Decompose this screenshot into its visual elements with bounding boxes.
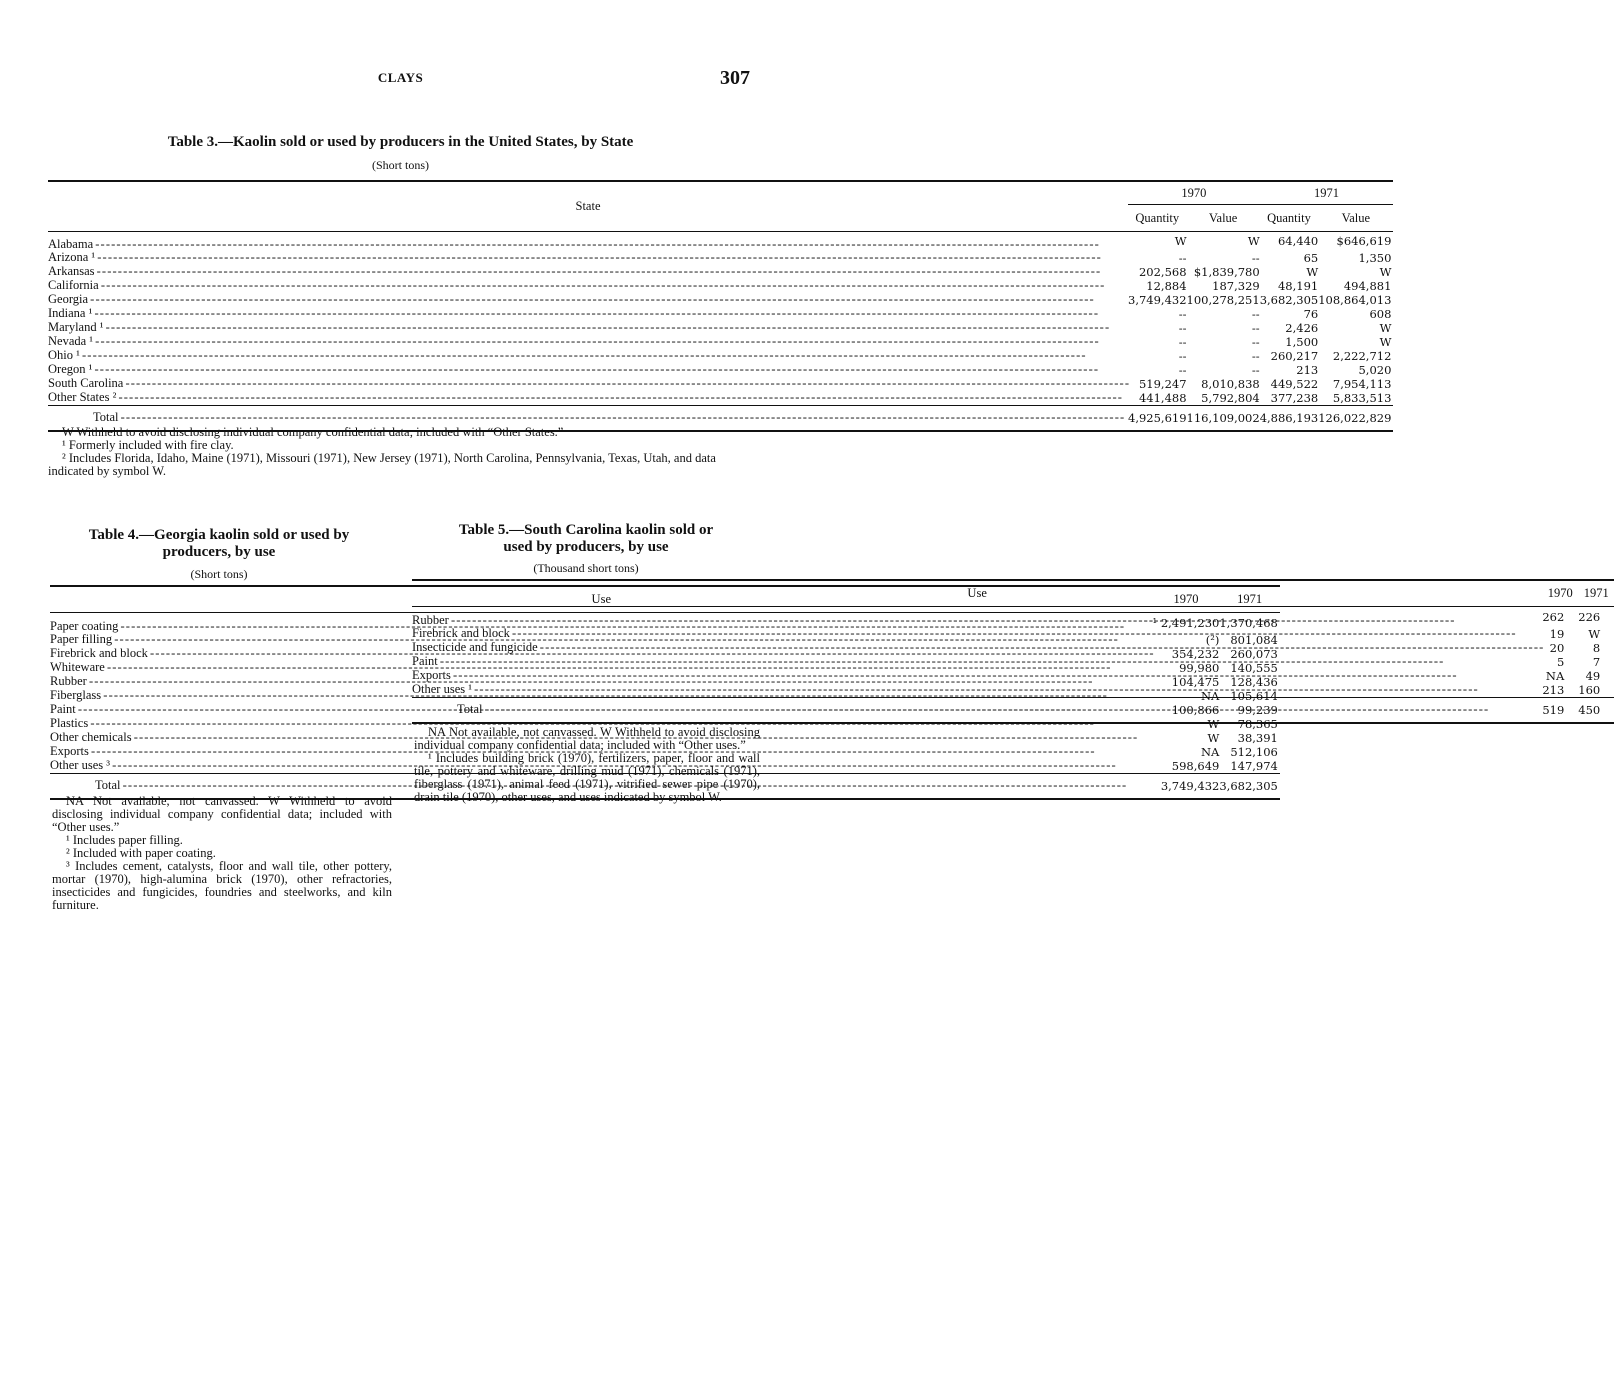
table5-1970-cell: NA [1545,668,1565,683]
table3-quantity-1971-cell: 377,238 [1270,390,1319,405]
table3-state-cell: Nevada ¹ - - - [48,335,1128,349]
table4-note-1: ¹ Includes paper filling. [66,833,183,847]
table4-notes [52,795,392,912]
table3-quantity-1971-cell: 48,191 [1277,278,1319,293]
table3-state-cell: California - - - [48,279,1128,293]
table3-quantity-1970-cell: 441,488 [1138,390,1187,405]
table3-caption: Table 3.—Kaolin sold or used by producers in the United States, by State [167,134,634,150]
table4-1971-cell: 99,239 [1237,702,1278,717]
table3-value-1970-cell: -- [1251,306,1260,321]
table5-row [412,627,1614,641]
table3-total-q70: 4,925,619 [1128,410,1187,425]
table3-quantity-1970-cell: 12,884 [1146,278,1187,293]
table3-quantity-1971-cell: 260,217 [1270,348,1319,363]
table3-row [48,251,1393,265]
table4-1970-cell: W [1207,730,1220,745]
table3-row [48,377,1393,391]
table5-header-1970: 1970 [1547,586,1573,600]
table4-1971-cell: 260,073 [1230,646,1278,661]
table3-row [48,307,1393,321]
table4-1971-cell: 105,614 [1230,688,1278,703]
table5 [412,579,1614,724]
table5-use-cell: Paint - - - [412,655,1542,669]
table4-1970-cell: ¹ 2,491,230 [1152,615,1220,630]
table3 [48,180,1393,432]
table4-1970-cell: 598,649 [1171,758,1220,773]
table4-note-3: ³ Includes cement, catalysts, floor and wall tile, other pottery, mortar (1970), high-alumina brick (1970), other refractories, insecticides and fungicides, foundries and steelworks, and kiln furniture. [52,859,392,912]
table3-quantity-1970-cell: 3,749,432 [1128,292,1187,307]
table5-body [412,607,1614,698]
table5-total-1970: 519 [1542,702,1565,717]
table3-value-1971-cell: W [1379,264,1392,279]
table4-1971-cell: 512,106 [1230,744,1278,759]
table3-value-1971-cell: 1,350 [1358,250,1392,265]
table5-use-cell: Rubber - - - [412,607,1542,627]
table3-total-v70: 116,109,002 [1186,410,1260,425]
table3-quantity-1971-cell: 2,426 [1285,320,1319,335]
table3-quantity-1971-cell: 213 [1296,362,1319,377]
table4-use-cell: Rubber - - - [50,675,1153,689]
table5-row [412,607,1614,627]
table3-quantity-1971-cell: 1,500 [1285,334,1319,349]
table3-state-cell: Other States ² - - - [48,391,1128,406]
table3-value-1971-cell: $646,619 [1336,234,1392,249]
table3-value-1971-cell: W [1379,320,1392,335]
table3-quantity-1970-cell: -- [1178,362,1187,377]
table3-note-w: W Withheld to avoid disclosing individual company confidential data; included with “Other States.” [62,425,564,439]
table4-1971-cell: 147,974 [1230,758,1278,773]
table3-notes [48,426,760,478]
table3-value-1971-cell: W [1379,334,1392,349]
table5-caption-line1: Table 5.—South Carolina kaolin sold or [458,522,714,538]
table4-1971-cell: 78,365 [1237,716,1278,731]
table5-1970-cell: 5 [1556,654,1565,669]
table4-1970-cell: 354,232 [1171,646,1220,661]
table4-use-cell: Whiteware - - - [50,661,1153,675]
table4-use-cell: Firebrick and block - - - [50,647,1153,661]
table3-quantity-1971-cell: 449,522 [1270,376,1319,391]
table5-1970-cell: 20 [1549,640,1565,655]
table3-value-1970-cell: -- [1251,362,1260,377]
table3-quantity-1971-cell: 64,440 [1277,234,1319,249]
table3-row [48,279,1393,293]
table5-total-label: Total - - - [412,697,1542,723]
table5-row [412,683,1614,698]
table4-1970-cell: 99,980 [1179,660,1220,675]
table4-header-use: Use [591,592,611,606]
table3-value-1971-cell: 494,881 [1343,278,1392,293]
table3-state-cell: Arkansas - - - [48,265,1128,279]
table3-header-quantity-1971: Quantity [1267,210,1311,225]
table4-caption-line2: producers, by use [162,544,276,560]
table4-note-2: ² Included with paper coating. [66,846,216,860]
table4-note-na: NA Not available, not canvassed. W Withheld to avoid disclosing individual company confidential data; included with “Other uses.” [52,794,392,834]
table4-1970-cell: (²) [1205,632,1220,647]
table3-state-cell: Indiana ¹ - - - [48,307,1128,321]
table3-quantity-1970-cell: -- [1178,320,1187,335]
table4-1970-cell: NA [1200,688,1220,703]
table3-header-value-1970: Value [1208,210,1238,225]
table3-row [48,391,1393,406]
table5-total-1971: 450 [1578,702,1601,717]
table3-header-quantity-1970: Quantity [1135,210,1180,225]
table4-use-cell: Paper coating - - - [50,613,1153,633]
table4-1971-cell: 801,084 [1230,632,1278,647]
table5-1971-cell: 160 [1578,682,1601,697]
table5-1971-cell: W [1588,626,1601,641]
table5-1971-cell: 7 [1592,654,1601,669]
table3-value-1970-cell: $1,839,780 [1193,264,1260,279]
table3-quantity-1970-cell: -- [1178,306,1187,321]
table3-value-1970-cell: 8,010,838 [1201,376,1260,391]
table3-quantity-1970-cell: 202,568 [1138,264,1187,279]
table3-value-1971-cell: 2,222,712 [1332,348,1392,363]
table5-note-1: ¹ Includes building brick (1970), fertilizers, paper, floor and wall tile, pottery and whiteware, drilling mud (1971), chemicals (1971), fiberglass (1971), animal feed (1971), vitrified sewer pipe (1970), drain tile (1970), other uses, and uses indicated by symbol W. [414,751,760,804]
table3-value-1970-cell: W [1247,234,1260,249]
table4-total-1971: 3,682,305 [1219,778,1278,793]
table5-1970-cell: 213 [1542,682,1565,697]
table3-value-1970-cell: 100,278,251 [1186,292,1260,307]
table4-use-cell: Fiberglass - - - [50,689,1153,703]
table4-use-cell: Plastics - - - [50,717,1153,731]
table3-quantity-1970-cell: -- [1178,250,1187,265]
table4-1971-cell: 1,370,468 [1219,615,1278,630]
table3-quantity-1970-cell: -- [1178,334,1187,349]
table3-quantity-1970-cell: -- [1178,348,1187,363]
table5-subcaption: (Thousand short tons) [533,561,639,575]
table3-row [48,349,1393,363]
table3-quantity-1971-cell: 65 [1303,250,1319,265]
table5-use-cell: Other uses ¹ - - - [412,683,1542,698]
table3-state-cell: Georgia - - - [48,293,1128,307]
table3-header-value-1971: Value [1341,210,1371,225]
table4-header-1971: 1971 [1237,592,1263,606]
table4-1971-cell: 38,391 [1237,730,1278,745]
table3-note-2: ² Includes Florida, Idaho, Maine (1971), Missouri (1971), New Jersey (1971), North Carolina, Pennsylvania, Texas, Utah, and data indicated by symbol W. [48,451,716,478]
table5-caption [412,522,760,556]
table5-notes [414,726,760,804]
table5-1971-cell: 226 [1578,609,1601,624]
table5-header-1971: 1971 [1583,586,1609,600]
table5-row [412,655,1614,669]
running-header-title: CLAYS [377,70,424,85]
table5-header-use: Use [967,586,987,600]
table3-row [48,363,1393,377]
table5-caption-line2: used by producers, by use [503,539,669,555]
table3-value-1970-cell: -- [1251,320,1260,335]
table3-header-1971: 1971 [1260,181,1394,205]
table3-state-cell: Maryland ¹ - - - [48,321,1128,335]
table4-use-cell: Paint - - - [50,703,1153,717]
table5-1971-cell: 49 [1585,668,1601,683]
table4-1971-cell: 140,555 [1230,660,1278,675]
table3-value-1970-cell: 5,792,804 [1201,390,1260,405]
table5-row [412,669,1614,683]
table4-use-cell: Other uses ³ - - - [50,759,1153,774]
table5-use-cell: Insecticide and fungicide - - - [412,641,1542,655]
table5-1970-cell: 19 [1549,626,1565,641]
table3-total-q71: 4,886,193 [1259,410,1319,425]
table4-subcaption: (Short tons) [190,567,248,581]
table3-value-1971-cell: 7,954,113 [1332,376,1392,391]
table4-1970-cell: 104,475 [1171,674,1220,689]
table5-use-cell: Firebrick and block - - - [412,627,1542,641]
page-number: 307 [720,67,750,89]
table5-row [412,641,1614,655]
table3-state-cell: Ohio ¹ - - - [48,349,1128,363]
table4-total-label: Total - - - [50,773,1153,799]
table4-use-cell: Other chemicals - - - [50,731,1153,745]
table3-value-1971-cell: 5,833,513 [1332,390,1392,405]
table4-header-1970: 1970 [1173,592,1199,606]
table4-use-cell: Exports - - - [50,745,1153,759]
table3-quantity-1971-cell: 3,682,305 [1259,292,1319,307]
table3-row [48,335,1393,349]
table4-1970-cell: 100,866 [1171,702,1220,717]
table3-value-1971-cell: 608 [1369,306,1392,321]
table3-body [48,232,1393,406]
table3-quantity-1970-cell: 519,247 [1138,376,1187,391]
table3-total-label: Total - - - [48,405,1128,431]
table3-value-1970-cell: -- [1251,348,1260,363]
table3-quantity-1971-cell: W [1306,264,1319,279]
table3-value-1971-cell: 5,020 [1358,362,1392,377]
table3-total-v71: 126,022,829 [1318,410,1392,425]
table4-1970-cell: W [1207,716,1220,731]
table3-value-1970-cell: -- [1251,250,1260,265]
table3-value-1970-cell: 187,329 [1212,278,1260,293]
table4-caption [48,527,390,561]
table3-state-cell: Alabama - - - [48,232,1128,251]
table4-caption-line1: Table 4.—Georgia kaolin sold or used by [88,527,350,543]
table3-row [48,321,1393,335]
table4-use-cell: Paper filling - - - [50,633,1153,647]
table3-row [48,232,1393,251]
table5-1971-cell: 8 [1592,640,1601,655]
table3-state-cell: South Carolina - - - [48,377,1128,391]
table3-header-state: State [575,199,601,213]
table3-row [48,265,1393,279]
table3-quantity-1970-cell: W [1174,234,1187,249]
table3-state-cell: Oregon ¹ - - - [48,363,1128,377]
table5-note-na: NA Not available, not canvassed. W Withheld to avoid disclosing individual company confidential data; included with “Other uses.” [414,725,760,752]
table3-quantity-1971-cell: 76 [1303,306,1319,321]
table4-total-1970: 3,749,432 [1160,778,1220,793]
table3-value-1971-cell: 108,864,013 [1318,292,1392,307]
table3-value-1970-cell: -- [1251,334,1260,349]
table3-note-1: ¹ Formerly included with fire clay. [62,438,234,452]
table3-subcaption: (Short tons) [372,158,429,172]
table3-header-1970: 1970 [1128,181,1260,205]
table4-1970-cell: NA [1200,744,1220,759]
table5-use-cell: Exports - - - [412,669,1542,683]
table3-state-cell: Arizona ¹ - - - [48,251,1128,265]
table5-1970-cell: 262 [1542,609,1565,624]
table4-1971-cell: 128,436 [1230,674,1278,689]
table3-row [48,293,1393,307]
